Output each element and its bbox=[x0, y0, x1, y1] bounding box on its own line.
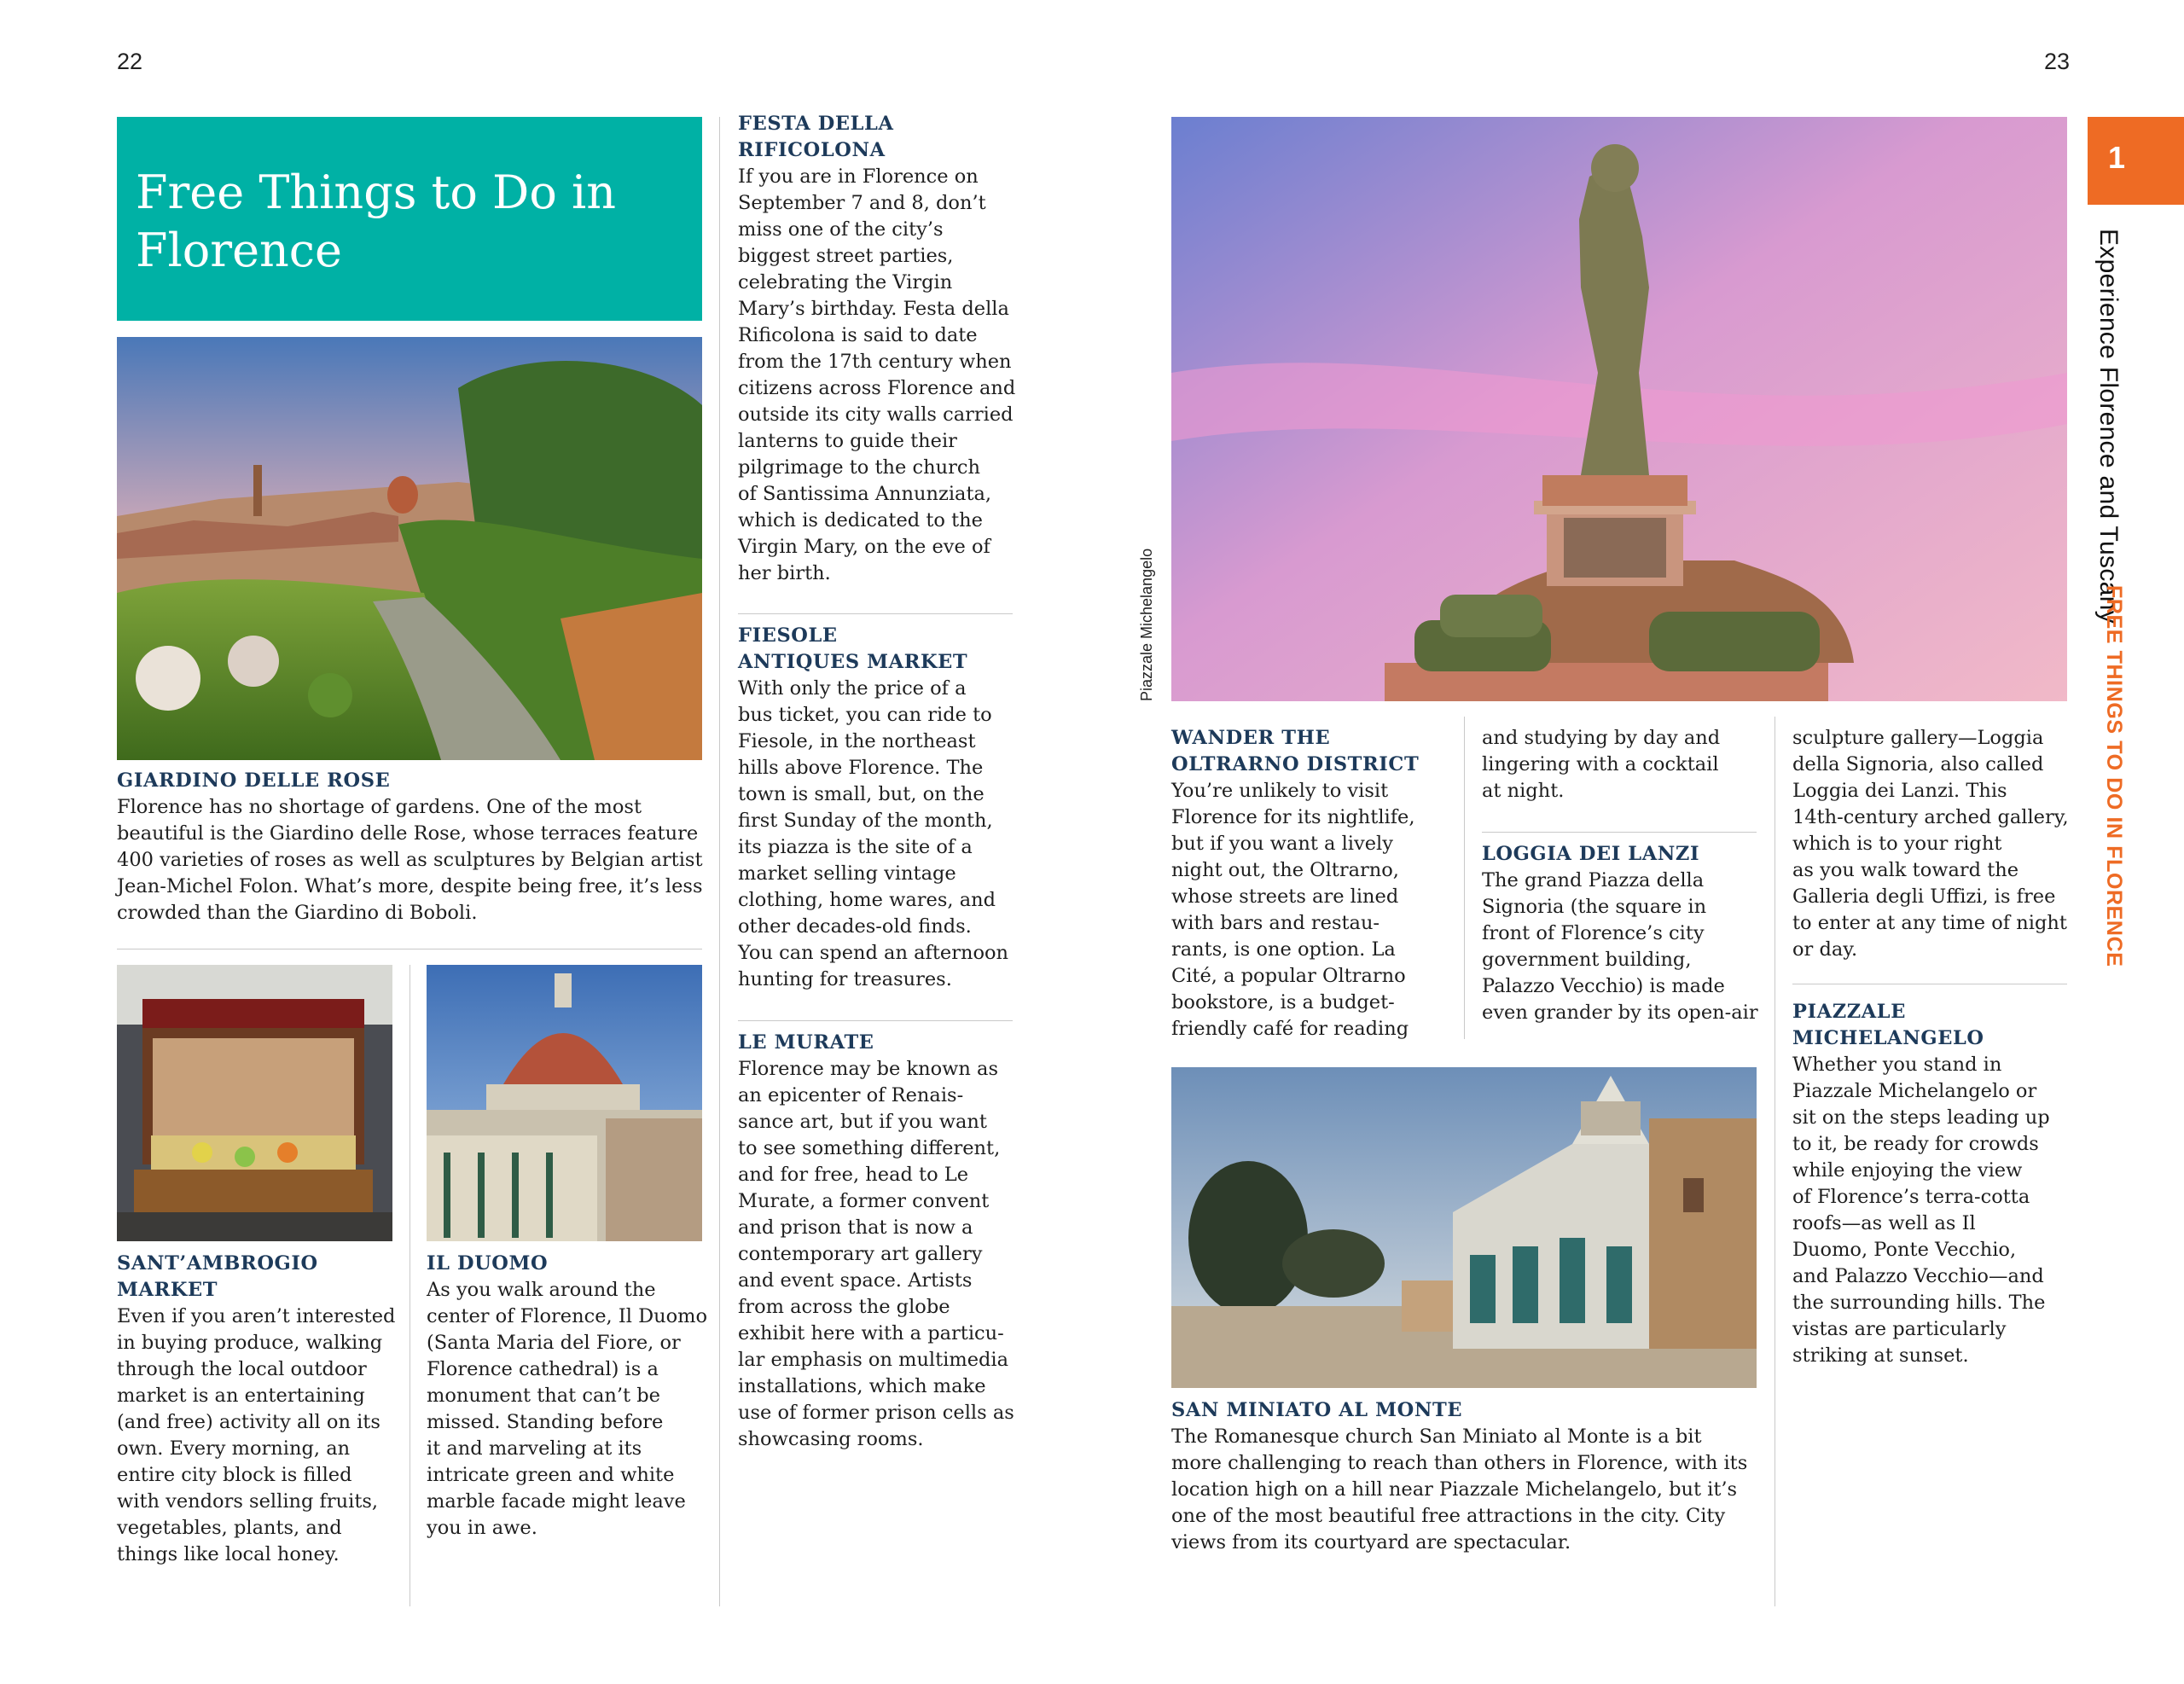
text-line: Signoria (the square in bbox=[1482, 896, 1707, 918]
text-line: whose streets are lined bbox=[1171, 886, 1399, 908]
text-line: lanterns to guide their bbox=[738, 430, 957, 452]
section-name bbox=[2082, 585, 2133, 967]
festa-text bbox=[738, 164, 1028, 587]
heading-line: MICHELANGELO bbox=[1792, 1027, 1984, 1049]
text-line: intricate green and white bbox=[427, 1464, 675, 1486]
oltrarno-text-cont bbox=[1482, 725, 1772, 804]
text-line: hills above Florence. The bbox=[738, 757, 984, 779]
divider bbox=[738, 1020, 1013, 1021]
text-line: more challenging to reach than others in Florence, with its bbox=[1171, 1452, 1748, 1474]
text-line: celebrating the Virgin bbox=[738, 271, 953, 293]
loggia-text-cont bbox=[1792, 725, 2082, 963]
text-line: Florence for its nightlife, bbox=[1171, 806, 1415, 828]
fiesole-text bbox=[738, 676, 1028, 993]
text-line: Murate, a former convent bbox=[738, 1190, 990, 1212]
text-line: Virgin Mary, on the eve of bbox=[738, 536, 990, 558]
text-line: Cité, a popular Oltrarno bbox=[1171, 965, 1406, 987]
text-line: it and marveling at its bbox=[427, 1437, 642, 1460]
text-line: pilgrimage to the church bbox=[738, 456, 980, 479]
text-line: lingering with a cocktail bbox=[1482, 753, 1719, 775]
text-line: of Santissima Annunziata, bbox=[738, 483, 992, 505]
text-line: biggest street parties, bbox=[738, 245, 954, 267]
text-line: at night. bbox=[1482, 780, 1565, 802]
duomo-photo bbox=[427, 965, 702, 1241]
text-line: sit on the steps leading up bbox=[1792, 1106, 2050, 1129]
text-line: and for free, head to Le bbox=[738, 1164, 969, 1186]
text-line: but if you want a lively bbox=[1171, 833, 1393, 855]
santambrogio-text bbox=[117, 1304, 398, 1568]
text-line: market selling vintage bbox=[738, 862, 956, 885]
duomo-text bbox=[427, 1277, 708, 1542]
text-line: (Santa Maria del Fiore, or bbox=[427, 1332, 681, 1354]
text-line: As you walk around the bbox=[427, 1279, 656, 1301]
text-line: September 7 and 8, don’t bbox=[738, 192, 986, 214]
text-line: You can spend an afternoon bbox=[738, 942, 1009, 964]
text-line: entire city block is filled bbox=[117, 1464, 352, 1486]
text-line: Florence cathedral) is a bbox=[427, 1358, 659, 1380]
duomo-heading: IL DUOMO bbox=[427, 1252, 549, 1275]
text-line: lar emphasis on multimedia bbox=[738, 1349, 1009, 1371]
text-line: friendly café for reading bbox=[1171, 1018, 1409, 1040]
divider bbox=[738, 613, 1013, 614]
text-line: della Signoria, also called bbox=[1792, 753, 2044, 775]
chapter-name-text: Experience Florence and Tuscany bbox=[2094, 229, 2123, 624]
text-line: to it, be ready for crowds bbox=[1792, 1133, 2039, 1155]
text-line: roofs—as well as Il bbox=[1792, 1212, 1976, 1234]
text-line: The Romanesque church San Miniato al Monte is a bit bbox=[1171, 1426, 1702, 1448]
text-line: You’re unlikely to visit bbox=[1171, 780, 1389, 802]
text-line: outside its city walls carried bbox=[738, 404, 1014, 426]
text-line: sance art, but if you want bbox=[738, 1111, 987, 1133]
heading-line: MARKET bbox=[117, 1279, 218, 1301]
chapter-number: 1 bbox=[2108, 140, 2126, 175]
text-line: town is small, but, on the bbox=[738, 783, 985, 805]
heading-line: FESTA DELLA bbox=[738, 113, 894, 135]
text-line: bookstore, is a budget- bbox=[1171, 991, 1395, 1013]
text-line: missed. Standing before bbox=[427, 1411, 664, 1433]
text-line: clothing, home wares, and bbox=[738, 889, 996, 911]
text-line: even grander by its open-air bbox=[1482, 1002, 1758, 1024]
text-line: front of Florence’s city bbox=[1482, 922, 1705, 944]
page-number-left: 22 bbox=[117, 49, 143, 74]
text-line: use of former prison cells as bbox=[738, 1402, 1014, 1424]
text-line: beautiful is the Giardino delle Rose, whose terraces feature bbox=[117, 822, 699, 845]
text-line: (and free) activity all on its bbox=[117, 1411, 380, 1433]
san-miniato-photo bbox=[1171, 1067, 1757, 1388]
photo-credit-text: Piazzale Michelangelo bbox=[1138, 548, 1155, 701]
text-line: Florence has no shortage of gardens. One of the most bbox=[117, 796, 642, 818]
text-line: vegetables, plants, and bbox=[117, 1517, 342, 1539]
text-line: which is dedicated to the bbox=[738, 509, 983, 531]
giardino-text bbox=[117, 794, 714, 926]
text-line: 400 varieties of roses as well as sculptures by Belgian artist bbox=[117, 849, 703, 871]
text-line: location high on a hill near Piazzale Michelangelo, but it’s bbox=[1171, 1478, 1738, 1501]
text-line: Piazzale Michelangelo or bbox=[1792, 1080, 2037, 1102]
text-line: striking at sunset. bbox=[1792, 1344, 1969, 1367]
loggia-heading: LOGGIA DEI LANZI bbox=[1482, 843, 1700, 865]
divider bbox=[1482, 832, 1757, 833]
column-divider bbox=[1464, 717, 1465, 1039]
text-line: installations, which make bbox=[738, 1375, 986, 1397]
text-line: miss one of the city’s bbox=[738, 218, 944, 241]
text-line: crowded than the Giardino di Boboli. bbox=[117, 902, 478, 924]
text-line: own. Every morning, an bbox=[117, 1437, 351, 1460]
text-line: market is an entertaining bbox=[117, 1385, 365, 1407]
murate-text bbox=[738, 1056, 1028, 1453]
heading-line: RIFICOLONA bbox=[738, 139, 886, 161]
giardino-photo bbox=[117, 337, 702, 760]
text-line: and event space. Artists bbox=[738, 1269, 973, 1292]
heading-line: FIESOLE bbox=[738, 624, 838, 647]
text-line: or day. bbox=[1792, 938, 1858, 961]
text-line: with vendors selling fruits, bbox=[117, 1490, 379, 1513]
text-line: Florence may be known as bbox=[738, 1058, 999, 1080]
page-number-right: 23 bbox=[2044, 49, 2071, 74]
giardino-heading: GIARDINO DELLE ROSE bbox=[117, 769, 391, 792]
text-line: Rificolona is said to date bbox=[738, 324, 978, 346]
heading-line: PIAZZALE bbox=[1792, 1001, 1906, 1023]
text-line: With only the price of a bbox=[738, 677, 967, 700]
text-line: If you are in Florence on bbox=[738, 165, 979, 188]
text-line: other decades-old finds. bbox=[738, 915, 972, 938]
chapter-name bbox=[2082, 229, 2133, 624]
text-line: marble facade might leave bbox=[427, 1490, 686, 1513]
text-line: The grand Piazza della bbox=[1482, 869, 1705, 891]
text-line: showcasing rooms. bbox=[738, 1428, 924, 1450]
page-title: Free Things to Do in Florence bbox=[136, 165, 617, 277]
loggia-text bbox=[1482, 868, 1776, 1026]
text-line: the surrounding hills. The bbox=[1792, 1292, 2046, 1314]
text-line: Jean-Michel Folon. What’s more, despite being free, it’s less bbox=[117, 875, 703, 897]
text-line: you in awe. bbox=[427, 1517, 537, 1539]
heading-line: ANTIQUES MARKET bbox=[738, 651, 968, 673]
text-line: Whether you stand in bbox=[1792, 1054, 2002, 1076]
text-line: Palazzo Vecchio) is made bbox=[1482, 975, 1725, 997]
michelangelo-heading bbox=[1792, 999, 2082, 1052]
text-line: Fiesole, in the northeast bbox=[738, 730, 976, 752]
murate-heading: LE MURATE bbox=[738, 1031, 874, 1054]
text-line: with bars and restau- bbox=[1171, 912, 1380, 934]
text-line: to enter at any time of night bbox=[1792, 912, 2067, 934]
miniato-text bbox=[1171, 1424, 1769, 1556]
text-line: bus ticket, you can ride to bbox=[738, 704, 992, 726]
title-box bbox=[117, 117, 702, 321]
text-line: monument that can’t be bbox=[427, 1385, 660, 1407]
text-line: while enjoying the view bbox=[1792, 1159, 2023, 1182]
text-line: government building, bbox=[1482, 949, 1692, 971]
fiesole-heading bbox=[738, 623, 1019, 676]
text-line: one of the most beautiful free attractions in the city. City bbox=[1171, 1505, 1726, 1527]
text-line: Even if you aren’t interested bbox=[117, 1305, 396, 1327]
text-line: Mary’s birthday. Festa della bbox=[738, 298, 1009, 320]
text-line: and Palazzo Vecchio—and bbox=[1792, 1265, 2044, 1287]
text-line: center of Florence, Il Duomo bbox=[427, 1305, 708, 1327]
michelangelo-text bbox=[1792, 1052, 2082, 1369]
column-divider bbox=[719, 117, 720, 1606]
oltrarno-heading bbox=[1171, 725, 1461, 778]
text-line: in buying produce, walking bbox=[117, 1332, 383, 1354]
text-line: of Florence’s terra-cotta bbox=[1792, 1186, 2030, 1208]
text-line: and studying by day and bbox=[1482, 727, 1721, 749]
chapter-tab bbox=[2088, 117, 2184, 205]
text-line: from across the globe bbox=[738, 1296, 950, 1318]
text-line: an epicenter of Renais- bbox=[738, 1084, 964, 1106]
michelangelo-photo bbox=[1171, 117, 2067, 701]
text-line: her birth. bbox=[738, 562, 831, 584]
text-line: Loggia dei Lanzi. This bbox=[1792, 780, 2007, 802]
text-line: vistas are particularly bbox=[1792, 1318, 2007, 1340]
text-line: to see something different, bbox=[738, 1137, 1001, 1159]
text-line: hunting for treasures. bbox=[738, 968, 952, 990]
heading-line: WANDER THE bbox=[1171, 727, 1331, 749]
text-line: night out, the Oltrarno, bbox=[1171, 859, 1399, 881]
text-line: Duomo, Ponte Vecchio, bbox=[1792, 1239, 2017, 1261]
text-line: citizens across Florence and bbox=[738, 377, 1016, 399]
text-line: things like local honey. bbox=[117, 1543, 340, 1565]
santambrogio-heading bbox=[117, 1251, 392, 1304]
market-photo bbox=[117, 965, 392, 1241]
text-line: contemporary art gallery bbox=[738, 1243, 983, 1265]
text-line: which is to your right bbox=[1792, 833, 2002, 855]
text-line: its piazza is the site of a bbox=[738, 836, 973, 858]
text-line: through the local outdoor bbox=[117, 1358, 367, 1380]
text-line: views from its courtyard are spectacular. bbox=[1171, 1531, 1571, 1553]
photo-credit bbox=[1138, 500, 1164, 705]
text-line: from the 17th century when bbox=[738, 351, 1012, 373]
text-line: and prison that is now a bbox=[738, 1217, 973, 1239]
text-line: 14th-century arched gallery, bbox=[1792, 806, 2069, 828]
text-line: first Sunday of the month, bbox=[738, 810, 993, 832]
text-line: as you walk toward the bbox=[1792, 859, 2019, 881]
section-name-text: FREE THINGS TO DO IN FLORENCE bbox=[2102, 585, 2126, 967]
text-line: sculpture gallery—Loggia bbox=[1792, 727, 2044, 749]
text-line: rants, is one option. La bbox=[1171, 938, 1396, 961]
text-line: exhibit here with a particu- bbox=[738, 1322, 1004, 1344]
miniato-heading: SAN MINIATO AL MONTE bbox=[1171, 1399, 1463, 1421]
column-divider bbox=[1774, 717, 1775, 1606]
festa-heading bbox=[738, 111, 1019, 164]
text-line: Galleria degli Uffizi, is free bbox=[1792, 886, 2056, 908]
oltrarno-text bbox=[1171, 778, 1461, 1042]
heading-line: SANT’AMBROGIO bbox=[117, 1252, 318, 1275]
heading-line: OLTRARNO DISTRICT bbox=[1171, 753, 1420, 775]
